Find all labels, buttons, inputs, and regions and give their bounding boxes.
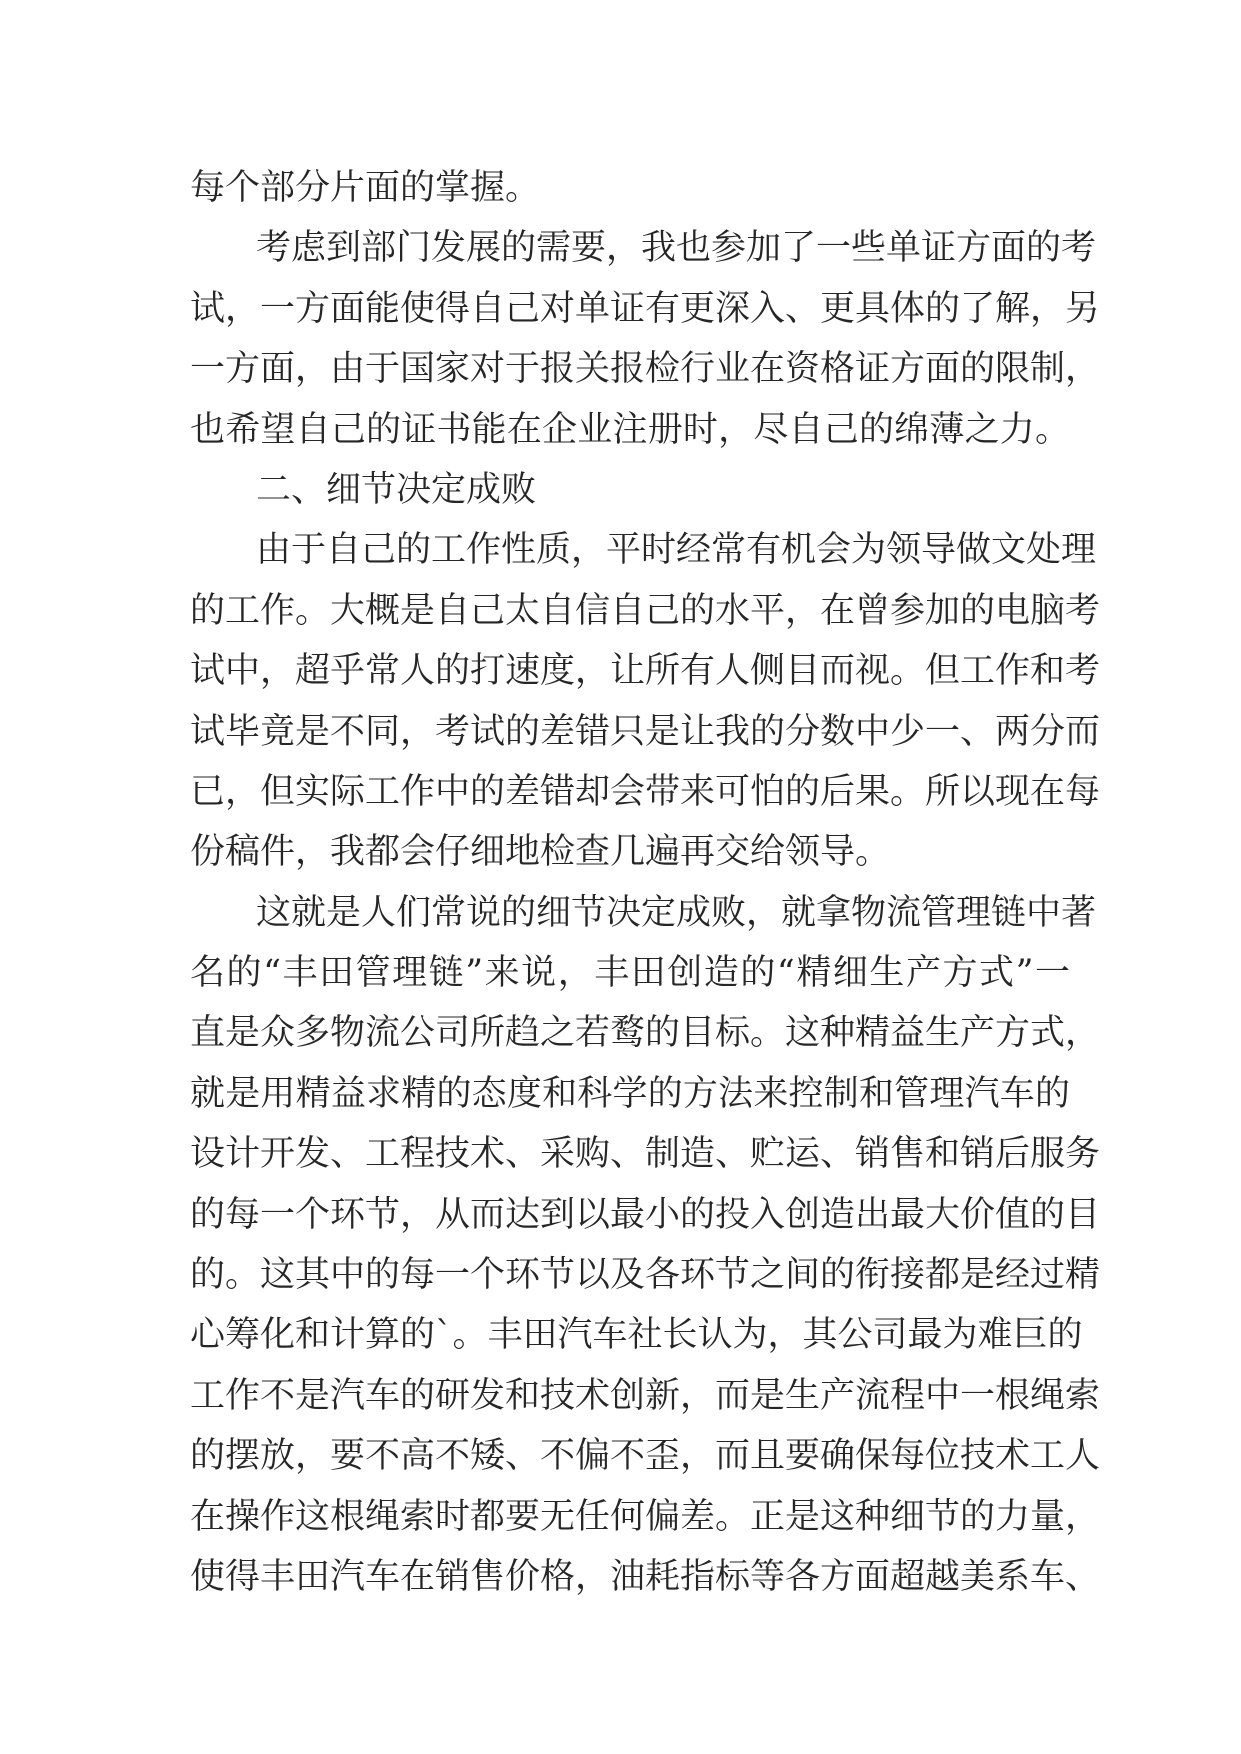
text-line: 的每一个环节，从而达到以最小的投入创造出最大价值的目: [190, 1194, 1101, 1235]
body-text: [190, 158, 1101, 1607]
text-line: 一方面，由于国家对于报关报检行业在资格证方面的限制，: [190, 349, 1101, 390]
text-line: 的工作。大概是自己太自信自己的水平，在曾参加的电脑考: [190, 590, 1101, 631]
text-line: 试中，超乎常人的打速度，让所有人侧目而视。但工作和考: [190, 651, 1101, 692]
text-line: 使得丰田汽车在销售价格，油耗指标等各方面超越美系车、: [190, 1556, 1101, 1597]
text-line: 由于自己的工作性质，平时经常有机会为领导做文处理: [256, 530, 1097, 571]
text-line: 每个部分片面的掌握。: [190, 168, 541, 208]
text-line: 已，但实际工作中的差错却会带来可怕的后果。所以现在每: [190, 771, 1101, 812]
text-line: 这就是人们常说的细节决定成败，就拿物流管理链中著: [256, 892, 1097, 933]
text-line: 设计开发、工程技术、采购、制造、贮运、销售和销后服务: [190, 1134, 1101, 1175]
text-line: 就是用精益求精的态度和科学的方法来控制和管理汽车的: [190, 1073, 1070, 1114]
text-line: 的摆放，要不高不矮、不偏不歪，而且要确保每位技术工人: [190, 1436, 1101, 1477]
text-line: 试，一方面能使得自己对单证有更深入、更具体的了解，另: [190, 288, 1101, 329]
text-line: 的。这其中的每一个环节以及各环节之间的衔接都是经过精: [190, 1255, 1101, 1296]
text-line: 名的“丰田管理链”来说，丰田创造的“精细生产方式”一: [190, 953, 1070, 994]
text-line: 心筹化和计算的`。丰田汽车社长认为，其公司最为难巨的: [190, 1315, 1083, 1356]
text-line: 在操作这根绳索时都要无任何偏差。正是这种细节的力量，: [190, 1496, 1101, 1537]
text-line: 工作不是汽车的研发和技术创新，而是生产流程中一根绳索: [190, 1375, 1101, 1416]
text-line: 直是众多物流公司所趋之若鹜的目标。这种精益生产方式，: [190, 1013, 1101, 1054]
text-line: 也希望自己的证书能在企业注册时，尽自己的绵薄之力。: [190, 409, 1070, 450]
text-line: 试毕竟是不同，考试的差错只是让我的分数中少一、两分而: [190, 711, 1101, 752]
text-line: 考虑到部门发展的需要，我也参加了一些单证方面的考: [256, 228, 1097, 269]
text-line: 份稿件，我都会仔细地检查几遍再交给领导。: [190, 832, 891, 873]
text-line: 二、细节决定成败: [256, 469, 537, 510]
